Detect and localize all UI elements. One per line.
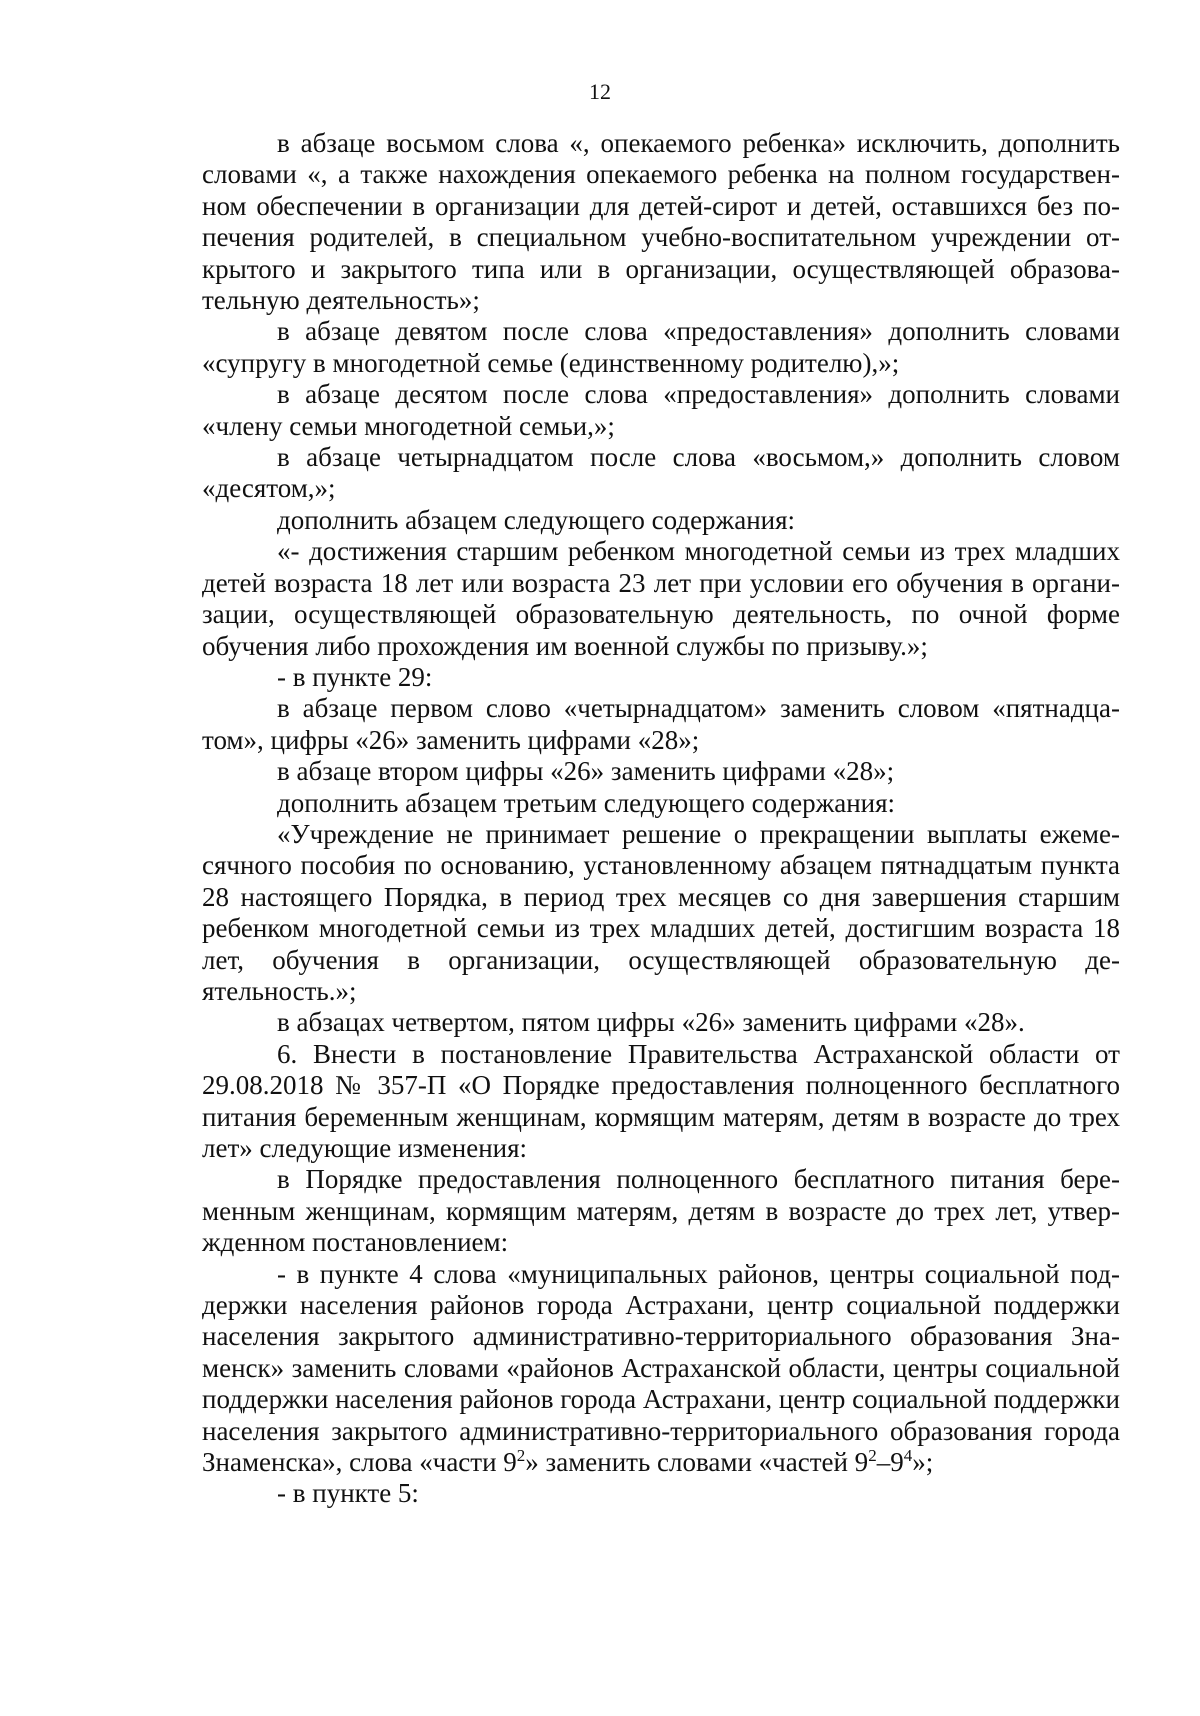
paragraph-15-text-dash: –9 <box>876 1447 904 1478</box>
paragraph-7: - в пункте 29: <box>277 661 433 692</box>
paragraph-2: в абзаце девятом после слова «предоставления» дополнить словами «супругу в многодетной семье (единственному родителю),»; <box>202 316 1120 378</box>
paragraph-11: «Учреждение не принимает решение о прекращении выплаты ежемесячного пособия по основанию, установленному абзацем пятнадцатым пункта 28 настоящего Порядка, в период трех месяцев со дня завершения старшим ребенком многодетной семьи из трех младших детей, достигшим возраста 18 лет, обучения в организации, осуществляющей образовательную деятельность.»; <box>202 818 1120 1006</box>
paragraph-16: - в пункте 5: <box>277 1478 419 1509</box>
paragraph-12: в абзацах четвертом, пятом цифры «26» заменить цифрами «28». <box>277 1007 1025 1038</box>
paragraph-9: в абзаце втором цифры «26» заменить цифрами «28»; <box>277 756 895 787</box>
document-body <box>202 128 1120 1510</box>
paragraph-15 <box>202 1259 1120 1479</box>
paragraph-15-text-middle: » заменить словами «частей 9 <box>525 1447 869 1478</box>
superscript: 4 <box>903 1446 913 1466</box>
superscript: 2 <box>868 1446 877 1466</box>
paragraph-14: в Порядке предоставления полноценного бесплатного питания беременным женщинам, кормящим матерям, детям в возрасте до трех лет, утвержденном постановлением: <box>202 1164 1120 1258</box>
paragraph-5: дополнить абзацем следующего содержания: <box>277 504 796 535</box>
paragraph-1: в абзаце восьмом слова «, опекаемого ребенка» исключить, дополнить словами «, а также нахождения опекаемого ребенка на полном государственном обеспечении в организации для детей-сирот и детей, оставшихся без попечения родителей, в специальном учебно-воспитательном учреждении открытого и закрытого типа или в организации, осуществляющей образовательную деятельность»; <box>202 128 1120 316</box>
paragraph-13: 6. Внести в постановление Правительства Астраханской области от 29.08.2018 № 357-П «О Порядке предоставления полноценного бесплатного питания беременным женщинам, кормящим матерям, детям в возрасте до трех лет» следующие изменения: <box>202 1038 1120 1163</box>
page-number: 12 <box>589 79 611 104</box>
superscript: 2 <box>516 1446 526 1466</box>
paragraph-3: в абзаце десятом после слова «предоставления» дополнить словами «члену семьи многодетной семьи,»; <box>202 379 1120 441</box>
paragraph-6: «- достижения старшим ребенком многодетной семьи из трех младших детей возраста 18 лет или возраста 23 лет при условии его обучения в организации, осуществляющей образовательную деятельность, по очной форме обучения либо прохождения им военной службы по призыву.»; <box>202 536 1120 661</box>
paragraph-15-text-before: - в пункте 4 слова «муниципальных районов, центры социальной поддержки населения районов города Астрахани, центр социальной поддержки населения закрытого административно-территориального образования Знаменск» заменить словами «районов Астраханской области, центры социальной поддержки населения районов города Астрахани, центр социальной поддержки населения закрытого административно-территориального образования города Знаменска», слова «части 9 <box>202 1258 1120 1478</box>
paragraph-8: в абзаце первом слово «четырнадцатом» заменить словом «пятнадцатом», цифры «26» заменить цифрами «28»; <box>202 693 1120 755</box>
paragraph-10: дополнить абзацем третьим следующего содержания: <box>277 787 896 818</box>
paragraph-15-text-after: »; <box>912 1447 934 1478</box>
paragraph-4: в абзаце четырнадцатом после слова «восьмом,» дополнить словом «десятом,»; <box>202 442 1120 504</box>
